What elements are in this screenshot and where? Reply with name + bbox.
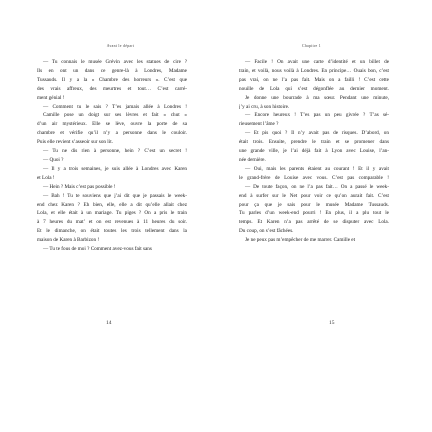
text-line: — Quoi ?: [43, 156, 64, 163]
text-line: — Comment tu le sais ? T’es jamais allée à Londres !: [43, 103, 187, 110]
text-line: Tu parles d’un week-end pourri ! En plus, il a plu tout le: [239, 210, 389, 217]
text-line: nouille de Lola qui s’est dégonflée au dernier moment.: [239, 85, 389, 92]
text-line: — Il y a trois semaines, je suis allée à Londres avec Karen: [43, 165, 187, 172]
text-line: Lola, et elle était à un mariage. Tu piges ? On a pris le train: [37, 210, 187, 217]
text-line: — Tu connais le musée Grévin avec les statues de cire ?: [43, 59, 187, 65]
text-line: Je donne une bourrade à ma sœur. Pendant une minute,: [245, 94, 389, 101]
text-line: — Hein ? Mais c’est pas possible !: [43, 183, 116, 190]
text-line: Tussauds. Il y a la « Chambre des horreurs ». C’est que: [37, 76, 187, 83]
text-line: ment génial !: [37, 94, 65, 101]
right-running-head: Chapitre 1: [302, 44, 321, 48]
text-line: Du coup, on s’est fâchées.: [239, 228, 294, 235]
text-line: — Encore heureux ! T’es pas un peu givrée ? T’as sé-: [245, 112, 389, 119]
text-line: — Bah ! Tu te souviens que j’ai dit que je passais le week-: [43, 192, 187, 199]
text-line: — Et pis quoi ? Il n’y avait pas de risques. D’abord, on: [245, 130, 389, 137]
text-line: rieusement l’âme ?: [239, 121, 279, 128]
text-line: — Oui, mais les parents étaient au courant ! Et il y avait: [245, 165, 389, 172]
right-text-block: [239, 58, 389, 245]
text-line: j’y ai cru, à son histoire.: [239, 103, 290, 110]
right-page: [216, 0, 432, 432]
left-page-number: 14: [106, 320, 112, 326]
text-line: Camille pose un doigt sur ses lèvres et fait « chut »: [43, 112, 187, 119]
text-line: Puis elle revient s’asseoir sur son lit.: [37, 139, 113, 146]
right-page-number: 15: [329, 320, 335, 326]
text-line: — Tu te fous de moi ? Comment avez-vous fait sans: [43, 246, 152, 253]
text-line: — De toute façon, on ne l’a pas fait… On a passé le week-: [245, 183, 389, 190]
text-line: end chez Karen ? Eh bien, elle, elle a dit qu’elle allait chez: [37, 201, 187, 208]
text-line: — Facile ! On avait une carte d’identité et un billet de: [245, 59, 389, 65]
text-line: train, et voilà, nous voilà à Londres. En principe… Ouais bon, c’est: [239, 67, 389, 74]
text-line: était trois. Ensuite, prendre le train et se promener dans: [239, 139, 389, 146]
text-line: end à surfer sur le Net pour voir ce qu’on aurait fait. C’est: [239, 192, 389, 199]
text-line: pour ça que je sais pour le musée Madame Tussauds.: [239, 201, 389, 208]
text-line: — Tu ne dis rien à personne, hein ? C’est un secret !: [43, 148, 187, 155]
text-line: chambre et vérifie qu’il n’y a personne dans le couloir.: [37, 130, 187, 137]
text-line: à 7 heures du mat’ et on est revenues à 11 heures du soir.: [37, 219, 187, 226]
text-line: Je ne peux pas m’empêcher de me marrer. Camille et: [245, 237, 356, 244]
text-line: temps. Et Karen n’a pas arrêté de se disputer avec Lola.: [239, 219, 389, 226]
text-line: Ils en ont un dans ce genre-là à Londres, Madame: [37, 67, 187, 74]
text-line: maison de Karen à Barbizon !: [37, 237, 100, 244]
left-text-block: [37, 58, 187, 254]
text-line: pas vrai, on ne l’a pas fait. Mais on a failli ! C’est cette: [239, 76, 389, 83]
text-line: une grande ville, je l’ai déjà fait à Lyon avec Louise, l’an-: [239, 148, 389, 155]
left-running-head: Avant le départ: [106, 44, 135, 48]
text-line: Et le dimanche, on était toutes les trois tellement dans la: [37, 228, 187, 235]
text-line: des vrais affreux, des meurtres et tout… C’est carré-: [37, 85, 187, 92]
text-line: et Lola !: [37, 174, 55, 181]
text-line: née dernière.: [239, 156, 266, 163]
text-line: le grand-frère de Louise avec vous. C’est pas comparable !: [239, 174, 389, 181]
text-line: d’un air mystérieux. Elle se lève, ouvre la porte de sa: [37, 121, 187, 128]
